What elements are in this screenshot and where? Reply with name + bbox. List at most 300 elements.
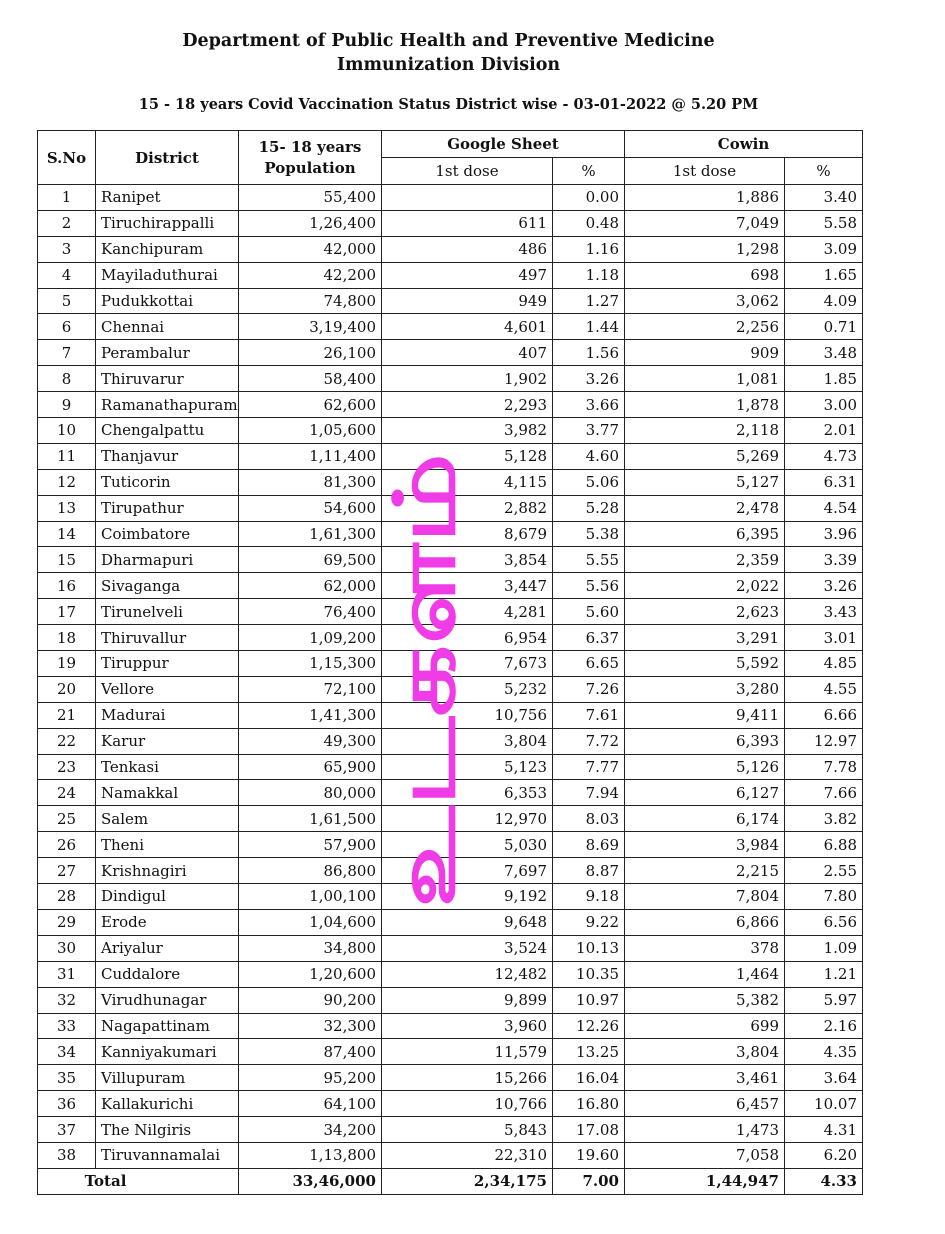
cell-cowin-pct: 2.01 [785,418,863,444]
cell-cowin-dose: 3,280 [625,676,785,702]
cell-cowin-pct: 5.58 [785,210,863,236]
table-row [38,858,863,884]
cell-gs-dose: 12,970 [382,806,553,832]
cell-district: Tirunelveli [96,599,239,625]
cell-sno: 25 [38,806,96,832]
cell-gs-dose: 3,960 [382,1013,553,1039]
report-caption: 15 - 18 years Covid Vaccination Status District wise - 03-01-2022 @ 5.20 PM [138,96,759,113]
cell-gs-pct: 10.97 [553,987,625,1013]
cell-gs-pct: 16.04 [553,1065,625,1091]
table-row [38,625,863,651]
table-row [38,728,863,754]
cell-gs-dose: 4,115 [382,469,553,495]
cell-gs-dose: 5,232 [382,676,553,702]
cell-district: Ramanathapuram [96,392,239,418]
cell-gs-dose: 3,524 [382,935,553,961]
cell-district: The Nilgiris [96,1117,239,1143]
cell-cowin-dose: 2,623 [625,599,785,625]
cell-gs-pct: 1.16 [553,236,625,262]
cell-cowin-dose: 7,058 [625,1142,785,1168]
table-row [38,366,863,392]
table-row [38,676,863,702]
cell-gs-dose: 15,266 [382,1065,553,1091]
table-row [38,314,863,340]
cell-district: Coimbatore [96,521,239,547]
cell-population: 1,11,400 [239,443,382,469]
table-row [38,961,863,987]
cell-district: Thiruvarur [96,366,239,392]
cell-cowin-pct: 4.54 [785,495,863,521]
cell-gs-dose: 7,697 [382,858,553,884]
cell-population: 54,600 [239,495,382,521]
cell-cowin-dose: 2,256 [625,314,785,340]
cell-gs-dose: 2,293 [382,392,553,418]
table-row [38,288,863,314]
cell-gs-dose [382,185,553,211]
cell-cowin-pct: 4.55 [785,676,863,702]
cell-district: Tirupathur [96,495,239,521]
cell-cowin-pct: 3.82 [785,806,863,832]
cell-gs-pct: 5.60 [553,599,625,625]
cell-cowin-pct: 1.85 [785,366,863,392]
cell-sno: 4 [38,262,96,288]
cell-cowin-dose: 2,118 [625,418,785,444]
cell-cowin-dose: 2,022 [625,573,785,599]
cell-district: Kanchipuram [96,236,239,262]
cell-sno: 32 [38,987,96,1013]
cell-gs-dose: 3,854 [382,547,553,573]
cell-cowin-dose: 699 [625,1013,785,1039]
cell-population: 1,09,200 [239,625,382,651]
cell-sno: 34 [38,1039,96,1065]
header-cowin-percent: % [785,158,863,185]
cell-gs-pct: 10.35 [553,961,625,987]
cell-cowin-pct: 3.64 [785,1065,863,1091]
cell-gs-pct: 17.08 [553,1117,625,1143]
cell-cowin-dose: 3,291 [625,625,785,651]
cell-gs-pct: 6.37 [553,625,625,651]
cell-sno: 33 [38,1013,96,1039]
total-cowin-pct: 4.33 [785,1168,863,1194]
cell-population: 26,100 [239,340,382,366]
cell-population: 80,000 [239,780,382,806]
cell-sno: 22 [38,728,96,754]
cell-population: 65,900 [239,754,382,780]
cell-gs-dose: 9,648 [382,909,553,935]
cell-gs-pct: 9.22 [553,909,625,935]
cell-population: 42,200 [239,262,382,288]
table-row [38,909,863,935]
cell-cowin-pct: 4.31 [785,1117,863,1143]
cell-cowin-pct: 1.09 [785,935,863,961]
cell-population: 55,400 [239,185,382,211]
cell-cowin-pct: 3.26 [785,573,863,599]
cell-cowin-pct: 3.48 [785,340,863,366]
cell-cowin-pct: 3.09 [785,236,863,262]
cell-sno: 11 [38,443,96,469]
cell-sno: 19 [38,651,96,677]
table-row [38,1065,863,1091]
cell-district: Kallakurichi [96,1091,239,1117]
cell-gs-dose: 8,679 [382,521,553,547]
cell-gs-dose: 1,902 [382,366,553,392]
cell-population: 87,400 [239,1039,382,1065]
cell-cowin-dose: 1,886 [625,185,785,211]
cell-cowin-pct: 6.31 [785,469,863,495]
cell-cowin-pct: 6.66 [785,702,863,728]
cell-gs-pct: 5.38 [553,521,625,547]
cell-district: Cuddalore [96,961,239,987]
cell-district: Dharmapuri [96,547,239,573]
cell-gs-dose: 407 [382,340,553,366]
cell-sno: 14 [38,521,96,547]
cell-district: Theni [96,832,239,858]
watermark-text: உடகளம் [376,567,474,908]
table-row [38,987,863,1013]
total-cowin-dose: 1,44,947 [625,1168,785,1194]
cell-cowin-dose: 1,298 [625,236,785,262]
cell-cowin-dose: 3,804 [625,1039,785,1065]
cell-population: 1,61,500 [239,806,382,832]
table-row [38,340,863,366]
cell-gs-pct: 7.72 [553,728,625,754]
cell-cowin-pct: 0.71 [785,314,863,340]
cell-cowin-dose: 3,461 [625,1065,785,1091]
cell-sno: 12 [38,469,96,495]
cell-cowin-dose: 1,473 [625,1117,785,1143]
table-row [38,521,863,547]
cell-gs-pct: 3.26 [553,366,625,392]
cell-cowin-dose: 6,457 [625,1091,785,1117]
cell-population: 34,200 [239,1117,382,1143]
cell-cowin-pct: 4.85 [785,651,863,677]
cell-gs-pct: 8.03 [553,806,625,832]
cell-cowin-dose: 5,127 [625,469,785,495]
cell-district: Tuticorin [96,469,239,495]
total-label: Total [38,1168,239,1194]
cell-population: 34,800 [239,935,382,961]
cell-population: 1,26,400 [239,210,382,236]
cell-sno: 8 [38,366,96,392]
cell-sno: 35 [38,1065,96,1091]
cell-district: Kanniyakumari [96,1039,239,1065]
cell-district: Sivaganga [96,573,239,599]
cell-cowin-dose: 5,592 [625,651,785,677]
cell-gs-dose: 9,192 [382,884,553,910]
cell-cowin-pct: 2.16 [785,1013,863,1039]
cell-cowin-pct: 7.80 [785,884,863,910]
cell-district: Namakkal [96,780,239,806]
cell-cowin-pct: 6.88 [785,832,863,858]
cell-cowin-dose: 378 [625,935,785,961]
cell-district: Madurai [96,702,239,728]
cell-gs-dose: 611 [382,210,553,236]
table-row [38,1117,863,1143]
table-row [38,780,863,806]
cell-district: Tenkasi [96,754,239,780]
cell-sno: 37 [38,1117,96,1143]
table-row [38,754,863,780]
total-gs-pct: 7.00 [553,1168,625,1194]
cell-gs-pct: 0.00 [553,185,625,211]
cell-gs-pct: 1.27 [553,288,625,314]
cell-population: 1,04,600 [239,909,382,935]
cell-sno: 20 [38,676,96,702]
table-row [38,573,863,599]
cell-gs-dose: 9,899 [382,987,553,1013]
header-cowin-first-dose: 1st dose [625,158,785,185]
header-sno: S.No [38,131,96,185]
header-cowin: Cowin [625,131,863,158]
table-row [38,651,863,677]
cell-sno: 2 [38,210,96,236]
cell-district: Mayiladuthurai [96,262,239,288]
cell-cowin-dose: 3,062 [625,288,785,314]
table-row [38,185,863,211]
cell-cowin-pct: 7.78 [785,754,863,780]
cell-population: 1,20,600 [239,961,382,987]
cell-cowin-pct: 7.66 [785,780,863,806]
cell-cowin-dose: 2,478 [625,495,785,521]
cell-population: 57,900 [239,832,382,858]
cell-cowin-dose: 1,464 [625,961,785,987]
cell-gs-pct: 7.61 [553,702,625,728]
table-body [38,185,863,1169]
cell-population: 1,15,300 [239,651,382,677]
cell-gs-dose: 5,843 [382,1117,553,1143]
cell-population: 86,800 [239,858,382,884]
cell-gs-dose: 11,579 [382,1039,553,1065]
cell-population: 74,800 [239,288,382,314]
cell-sno: 9 [38,392,96,418]
cell-gs-pct: 13.25 [553,1039,625,1065]
cell-cowin-dose: 2,215 [625,858,785,884]
table-row [38,1091,863,1117]
cell-gs-pct: 16.80 [553,1091,625,1117]
cell-gs-dose: 22,310 [382,1142,553,1168]
cell-district: Thiruvallur [96,625,239,651]
page-title: Department of Public Health and Preventive Medicine [182,31,715,51]
cell-gs-dose: 3,447 [382,573,553,599]
cell-cowin-dose: 7,049 [625,210,785,236]
cell-gs-dose: 949 [382,288,553,314]
cell-cowin-dose: 6,127 [625,780,785,806]
cell-district: Dindigul [96,884,239,910]
table-row [38,495,863,521]
cell-sno: 36 [38,1091,96,1117]
cell-gs-dose: 6,353 [382,780,553,806]
cell-cowin-pct: 6.20 [785,1142,863,1168]
page-subtitle-division: Immunization Division [336,55,561,75]
cell-gs-pct: 7.77 [553,754,625,780]
cell-population: 69,500 [239,547,382,573]
cell-gs-dose: 497 [382,262,553,288]
header-gs-first-dose: 1st dose [382,158,553,185]
cell-district: Perambalur [96,340,239,366]
cell-cowin-dose: 6,866 [625,909,785,935]
cell-population: 62,000 [239,573,382,599]
cell-gs-pct: 8.69 [553,832,625,858]
cell-sno: 28 [38,884,96,910]
cell-gs-pct: 3.66 [553,392,625,418]
table-row [38,443,863,469]
table-row [38,806,863,832]
header-district: District [96,131,239,185]
cell-population: 1,61,300 [239,521,382,547]
cell-gs-pct: 5.55 [553,547,625,573]
cell-gs-pct: 4.60 [553,443,625,469]
cell-cowin-dose: 1,878 [625,392,785,418]
cell-cowin-dose: 5,126 [625,754,785,780]
cell-cowin-dose: 6,395 [625,521,785,547]
cell-district: Thanjavur [96,443,239,469]
cell-gs-dose: 3,804 [382,728,553,754]
table-row [38,599,863,625]
cell-sno: 7 [38,340,96,366]
cell-gs-dose: 5,123 [382,754,553,780]
cell-gs-pct: 10.13 [553,935,625,961]
cell-cowin-dose: 698 [625,262,785,288]
header-population: 15- 18 years Population [239,131,382,185]
cell-district: Erode [96,909,239,935]
cell-gs-pct: 3.77 [553,418,625,444]
cell-gs-pct: 5.06 [553,469,625,495]
cell-gs-dose: 10,766 [382,1091,553,1117]
table-row [38,547,863,573]
cell-population: 1,00,100 [239,884,382,910]
cell-population: 62,600 [239,392,382,418]
cell-district: Ranipet [96,185,239,211]
cell-gs-dose: 12,482 [382,961,553,987]
cell-population: 76,400 [239,599,382,625]
cell-sno: 3 [38,236,96,262]
cell-cowin-pct: 4.09 [785,288,863,314]
cell-sno: 10 [38,418,96,444]
cell-gs-dose: 4,281 [382,599,553,625]
table-row [38,1013,863,1039]
cell-population: 1,13,800 [239,1142,382,1168]
cell-population: 42,000 [239,236,382,262]
cell-district: Chennai [96,314,239,340]
cell-cowin-pct: 2.55 [785,858,863,884]
table-row [38,832,863,858]
cell-gs-dose: 4,601 [382,314,553,340]
total-gs-dose: 2,34,175 [382,1168,553,1194]
cell-gs-dose: 486 [382,236,553,262]
cell-cowin-dose: 1,081 [625,366,785,392]
cell-cowin-pct: 3.96 [785,521,863,547]
cell-gs-pct: 9.18 [553,884,625,910]
cell-district: Ariyalur [96,935,239,961]
cell-sno: 23 [38,754,96,780]
cell-cowin-dose: 3,984 [625,832,785,858]
cell-sno: 21 [38,702,96,728]
table-row [38,262,863,288]
cell-population: 72,100 [239,676,382,702]
cell-cowin-dose: 909 [625,340,785,366]
cell-population: 90,200 [239,987,382,1013]
cell-gs-dose: 2,882 [382,495,553,521]
cell-cowin-dose: 5,269 [625,443,785,469]
cell-gs-pct: 5.56 [553,573,625,599]
cell-sno: 38 [38,1142,96,1168]
cell-sno: 17 [38,599,96,625]
table-row [38,236,863,262]
cell-district: Tiruchirappalli [96,210,239,236]
cell-cowin-pct: 3.01 [785,625,863,651]
cell-gs-pct: 12.26 [553,1013,625,1039]
cell-population: 81,300 [239,469,382,495]
cell-district: Karur [96,728,239,754]
total-row [38,1168,863,1194]
cell-sno: 24 [38,780,96,806]
cell-population: 95,200 [239,1065,382,1091]
cell-population: 3,19,400 [239,314,382,340]
cell-cowin-dose: 5,382 [625,987,785,1013]
table-row [38,418,863,444]
cell-district: Krishnagiri [96,858,239,884]
table-row [38,1039,863,1065]
table-row [38,469,863,495]
cell-population: 49,300 [239,728,382,754]
cell-district: Tiruppur [96,651,239,677]
cell-gs-pct: 1.44 [553,314,625,340]
cell-cowin-pct: 12.97 [785,728,863,754]
cell-cowin-dose: 2,359 [625,547,785,573]
cell-sno: 18 [38,625,96,651]
cell-cowin-dose: 7,804 [625,884,785,910]
cell-population: 58,400 [239,366,382,392]
cell-population: 32,300 [239,1013,382,1039]
total-population: 33,46,000 [239,1168,382,1194]
cell-gs-pct: 1.56 [553,340,625,366]
cell-sno: 27 [38,858,96,884]
cell-gs-pct: 5.28 [553,495,625,521]
cell-cowin-dose: 6,174 [625,806,785,832]
cell-sno: 26 [38,832,96,858]
table-row [38,702,863,728]
cell-district: Pudukkottai [96,288,239,314]
cell-gs-pct: 19.60 [553,1142,625,1168]
cell-sno: 29 [38,909,96,935]
cell-district: Tiruvannamalai [96,1142,239,1168]
cell-cowin-pct: 3.43 [785,599,863,625]
cell-gs-pct: 7.94 [553,780,625,806]
cell-gs-pct: 0.48 [553,210,625,236]
cell-gs-pct: 8.87 [553,858,625,884]
cell-cowin-pct: 3.39 [785,547,863,573]
cell-cowin-pct: 4.73 [785,443,863,469]
cell-cowin-pct: 10.07 [785,1091,863,1117]
cell-gs-dose: 5,030 [382,832,553,858]
cell-gs-dose: 3,982 [382,418,553,444]
cell-cowin-pct: 3.00 [785,392,863,418]
cell-population: 64,100 [239,1091,382,1117]
cell-district: Villupuram [96,1065,239,1091]
cell-sno: 13 [38,495,96,521]
cell-gs-pct: 7.26 [553,676,625,702]
cell-population: 1,41,300 [239,702,382,728]
cell-gs-dose: 10,756 [382,702,553,728]
cell-district: Vellore [96,676,239,702]
cell-cowin-pct: 4.35 [785,1039,863,1065]
table-row [38,935,863,961]
cell-district: Chengalpattu [96,418,239,444]
header-google-sheet: Google Sheet [382,131,625,158]
cell-district: Virudhunagar [96,987,239,1013]
header-gs-percent: % [553,158,625,185]
vaccination-status-table [37,130,863,1195]
